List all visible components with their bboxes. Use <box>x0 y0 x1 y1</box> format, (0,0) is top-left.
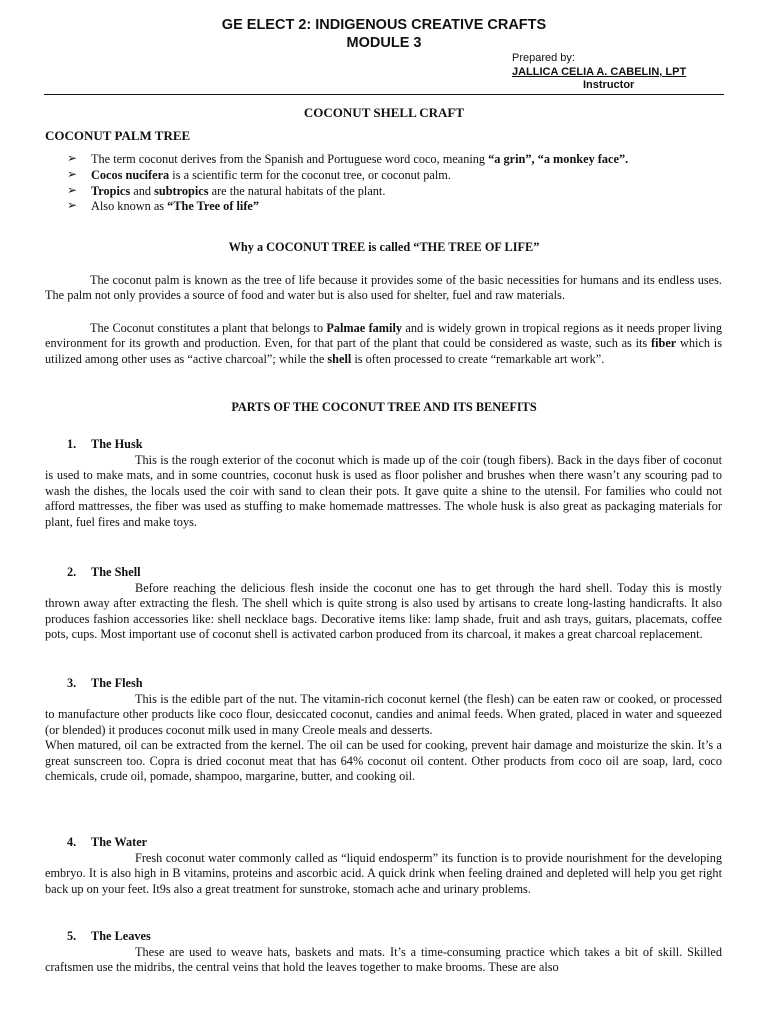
bold-term: shell <box>327 351 352 366</box>
part-number: 5. <box>67 929 77 943</box>
part-title: The Leaves <box>91 929 151 943</box>
why-tree-of-life-heading: Why a COCONUT TREE is called “THE TREE OF LIFE” <box>228 240 540 254</box>
part-body <box>45 851 722 897</box>
part-title-row <box>45 437 722 453</box>
part-title-row <box>45 676 722 692</box>
paragraph-text: which is utilized among other uses as “active charcoal”; while the <box>45 336 723 366</box>
part-body <box>45 581 722 643</box>
arrowhead-bullet-icon: ➢ <box>67 166 78 181</box>
paragraph-text: The Coconut constitutes a plant that belongs to <box>90 321 327 335</box>
arrowhead-bullet-icon: ➢ <box>67 198 78 213</box>
part-body <box>45 453 722 530</box>
part-text: This is the rough exterior of the coconut which is made up of the coir (tough fibers). Back in the days fiber of coconut is used to make mats, and in some countries, coconut husk is used as floor polisher and brushes when there wasn’t any scouring pad to wash the dishes, the locals used the coir with sand to clean their pots. It gave quite a shine to the utensil. For families who could not afford mattresses, the fiber was used as stuffing to make homemade mattresses. The whole husk is also great as packaging materials for plant, fuel fires and make toys. <box>45 453 722 529</box>
bullet-list <box>67 152 727 215</box>
bullet-text: and <box>130 183 155 198</box>
bold-term: fiber <box>650 336 677 351</box>
part-text: These are used to weave hats, baskets and mats. It’s a time-consuming practice which takes a bit of skill. Skilled craftsmen use the midribs, the central veins that hold the leaves together to make brooms. These are also <box>45 945 722 975</box>
document-title: COCONUT SHELL CRAFT <box>303 105 465 120</box>
part-body <box>45 945 722 976</box>
bullet-bold-text: Cocos nucifera <box>91 167 170 182</box>
arrowhead-bullet-icon: ➢ <box>67 151 78 165</box>
bullet-bold-text: Tropics <box>91 183 131 198</box>
preparer-role: Instructor <box>583 79 635 91</box>
list-item <box>67 168 727 184</box>
bullet-text: The term coconut derives from the Spanish and Portuguese word coco, meaning <box>91 152 489 166</box>
list-item <box>67 199 727 215</box>
prepared-by-label: Prepared by: <box>512 52 575 64</box>
part-title-row <box>45 929 722 945</box>
bullet-text: Also known as <box>91 199 168 214</box>
bullet-bold-text: “a grin”, “a monkey face”. <box>488 152 629 166</box>
part-title: The Husk <box>91 437 143 451</box>
part-text: This is the edible part of the nut. The vitamin-rich coconut kernel (the flesh) can be eaten raw or cooked, or processed to manufacture other products like coco flour, desiccated coconut, candies and animal feeds. When grated, placed in water and squeezed (or blended) it produces coconut milk used in many Creole meals and desserts. <box>45 692 722 737</box>
list-item <box>67 184 727 200</box>
part-water <box>45 835 722 897</box>
part-number: 1. <box>67 437 77 451</box>
part-title-row <box>45 835 722 851</box>
bullet-text: are the natural habitats of the plant. <box>208 183 386 198</box>
part-number: 2. <box>67 565 77 579</box>
parts-heading: PARTS OF THE COCONUT TREE AND ITS BENEFITS <box>231 400 537 414</box>
bullet-bold-text: “The Tree of life” <box>167 199 260 214</box>
list-item <box>67 152 727 168</box>
part-text: Before reaching the delicious flesh inside the coconut one has to get through the hard shell. Today this is mostly thrown away after extracting the flesh. The shell which is quite strong is also used by artisans to create long-lasting handicrafts. It also produces fashion accessories like: shell necklace bags. Decorative items like: lamp shade, fruit and ash trays, guitars, placemats, coffee pots, cups. Most important use of coconut shell is activated carbon produced from its charcoal, it makes a great charcoal replacement. <box>45 581 722 642</box>
part-title: The Water <box>91 835 148 849</box>
part-flesh <box>45 676 722 784</box>
section-heading-coconut-palm: COCONUT PALM TREE <box>45 128 191 143</box>
bold-term: Palmae family <box>326 321 403 335</box>
paragraph-palmae-family <box>45 321 722 367</box>
bullet-text: is a scientific term for the coconut tree, or coconut palm. <box>169 167 451 182</box>
part-title: The Flesh <box>91 676 143 690</box>
part-text: Fresh coconut water commonly called as “liquid endosperm” its function is to provide nourishment for the developing embryo. It is also high in B vitamins, proteins and ascorbic acid. A quick drink when feeling drained and depleted will help you get right back up on your feet. It9s also a great treatment for sunstroke, stomach ache and urinary problems. <box>45 851 722 896</box>
part-body <box>45 692 722 784</box>
paragraph-text: is often processed to create “remarkable art work”. <box>351 351 605 366</box>
paragraph-text: and is widely grown in tropical regions as it needs proper living environment for its growth and production. Even, for that part of the plant that could be considered as waste, such as its <box>45 321 723 351</box>
part-text: When matured, oil can be extracted from the kernel. The oil can be used for cooking, prevent hair damage and moisturize the skin. It’s a great sunscreen too. Copra is dried coconut meat that has 64% coconut oil content. Other products from coco oil are soap, lard, coco chemicals, crude oil, pomade, shampoo, margarine, butter, and cooking oil. <box>45 738 722 784</box>
paragraph-tree-of-life <box>45 273 722 304</box>
part-title: The Shell <box>91 565 141 579</box>
bullet-bold-text: subtropics <box>154 183 209 198</box>
paragraph-text: The coconut palm is known as the tree of life because it provides some of the basic necessities for humans and its endless uses. The palm not only provides a source of food and water but is also used for shelter, fuel and raw materials. <box>45 273 722 303</box>
header-divider <box>44 94 724 95</box>
part-title-row <box>45 565 722 581</box>
module-label: MODULE 3 <box>346 35 422 51</box>
part-shell <box>45 565 722 643</box>
part-number: 3. <box>67 676 77 690</box>
preparer-name: JALLICA CELIA A. CABELIN, LPT <box>512 66 687 78</box>
course-title: GE ELECT 2: INDIGENOUS CREATIVE CRAFTS <box>221 17 547 33</box>
part-husk <box>45 437 722 530</box>
arrowhead-bullet-icon: ➢ <box>67 182 78 197</box>
part-number: 4. <box>67 835 77 849</box>
part-leaves <box>45 929 722 976</box>
